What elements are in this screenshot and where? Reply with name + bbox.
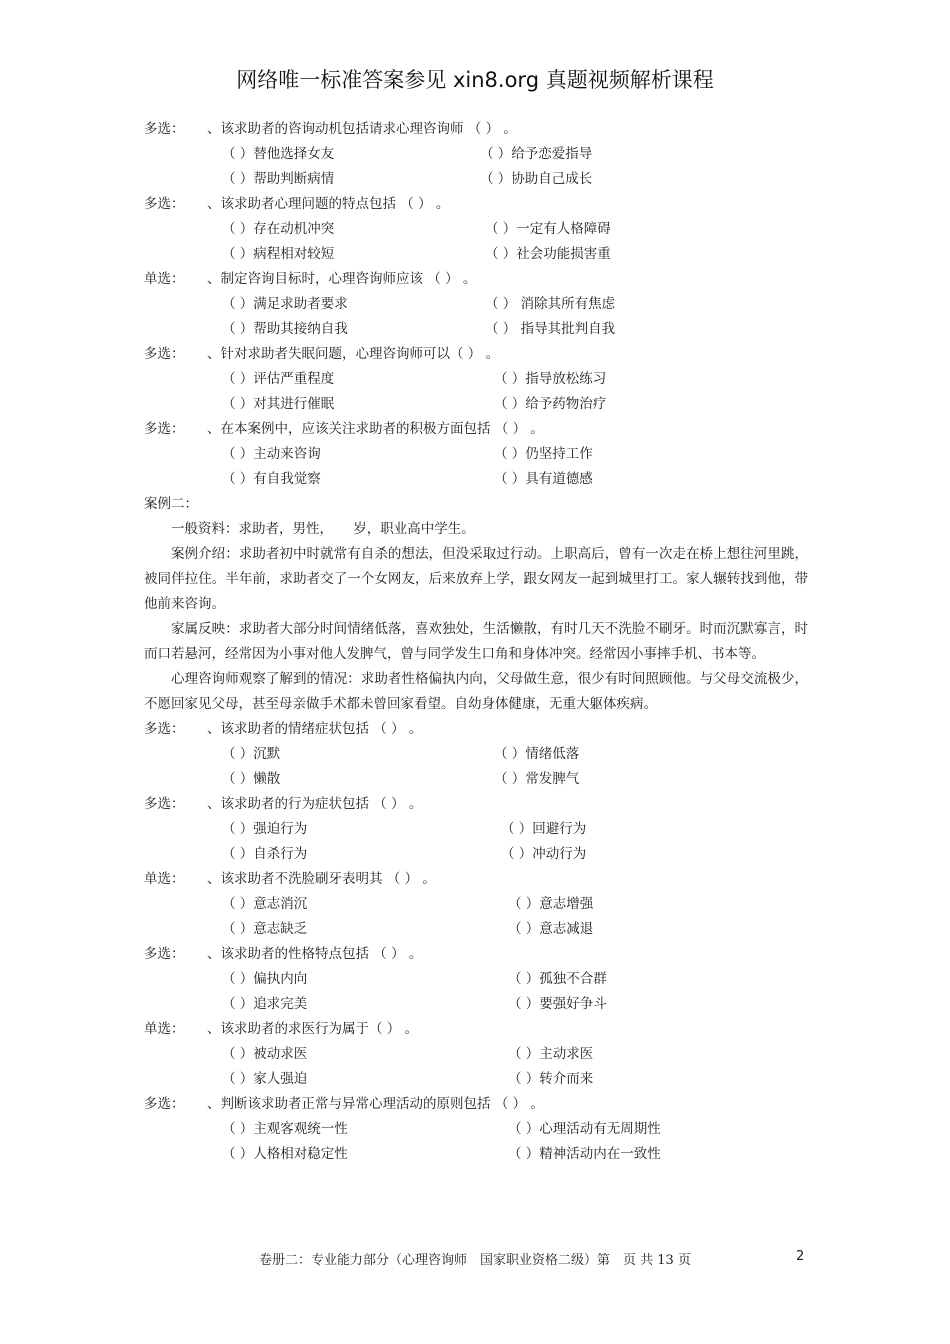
option-row bbox=[144, 367, 808, 392]
option-b: （ ）指导放松练习 bbox=[494, 371, 607, 387]
option-d: （ ）冲动行为 bbox=[501, 846, 587, 862]
question-type: 多选： bbox=[144, 796, 185, 812]
question bbox=[144, 417, 808, 442]
option-b: （ ）意志增强 bbox=[508, 896, 594, 912]
option-c: （ ）自杀行为 bbox=[222, 846, 308, 862]
option-b: （ ） 消除其所有焦虑 bbox=[485, 296, 616, 312]
question-type: 多选： bbox=[144, 421, 185, 437]
option-row bbox=[144, 842, 808, 867]
option-a: （ ）沉默 bbox=[222, 746, 281, 762]
option-a: （ ）替他选择女友 bbox=[222, 146, 335, 162]
option-d: （ ）具有道德感 bbox=[494, 471, 593, 487]
question-type: 多选： bbox=[144, 121, 185, 137]
option-row bbox=[144, 1042, 808, 1067]
option-row bbox=[144, 217, 808, 242]
question-stem: 、针对求助者失眠问题，心理咨询师可以（ ） 。 bbox=[207, 346, 500, 362]
question-type: 多选： bbox=[144, 1096, 185, 1112]
option-c: （ ）帮助判断病情 bbox=[222, 171, 335, 187]
option-row bbox=[144, 442, 808, 467]
question-stem: 、该求助者的求医行为属于（ ） 。 bbox=[207, 1021, 419, 1037]
option-row bbox=[144, 992, 808, 1017]
option-d: （ ）精神活动内在一致性 bbox=[508, 1146, 661, 1162]
option-c: （ ）家人强迫 bbox=[222, 1071, 308, 1087]
question-stem: 、该求助者的情绪症状包括 （ ） 。 bbox=[207, 721, 423, 737]
option-c: （ ）帮助其接纳自我 bbox=[222, 321, 348, 337]
option-row bbox=[144, 817, 808, 842]
page-footer: 卷册二：专业能力部分（心理咨询师 国家职业资格二级）第 页 共 13 页 bbox=[259, 1253, 691, 1268]
question-type: 单选： bbox=[144, 1021, 185, 1037]
page-header-title: 网络唯一标准答案参见 xin8.org 真题视频解析课程 bbox=[236, 68, 714, 92]
option-row bbox=[144, 917, 808, 942]
option-c: （ ）懒散 bbox=[222, 771, 281, 787]
option-d: （ ）常发脾气 bbox=[494, 771, 580, 787]
case-paragraph: 一般资料：求助者，男性， 岁，职业高中学生。 bbox=[171, 521, 475, 537]
option-b: （ ）一定有人格障碍 bbox=[485, 221, 611, 237]
option-d: （ ）协助自己成长 bbox=[480, 171, 593, 187]
option-row bbox=[144, 1067, 808, 1092]
option-c: （ ）人格相对稳定性 bbox=[222, 1146, 348, 1162]
option-row bbox=[144, 167, 808, 192]
option-row bbox=[144, 767, 808, 792]
question-stem: 、在本案例中，应该关注求助者的积极方面包括 （ ） 。 bbox=[207, 421, 544, 437]
case-title: 案例二： bbox=[144, 496, 198, 512]
option-a: （ ）被动求医 bbox=[222, 1046, 308, 1062]
page-number: 2 bbox=[796, 1249, 805, 1264]
question-stem: 、制定咨询目标时，心理咨询师应该 （ ） 。 bbox=[207, 271, 477, 287]
question bbox=[144, 1017, 808, 1042]
document-content bbox=[144, 117, 808, 1167]
option-row bbox=[144, 1142, 808, 1167]
option-a: （ ）偏执内向 bbox=[222, 971, 308, 987]
option-row bbox=[144, 742, 808, 767]
option-c: （ ）有自我觉察 bbox=[222, 471, 321, 487]
question-type: 多选： bbox=[144, 721, 185, 737]
case-paragraph: 家属反映：求助者大部分时间情绪低落，喜欢独处，生活懒散，有时几天不洗脸不刷牙。时而沉默寡言，时而口若悬河，经常因为小事对他人发脾气，曾与同学发生口角和身体冲突。经常因小事摔手机、书本等。 bbox=[144, 621, 808, 662]
option-row bbox=[144, 317, 808, 342]
option-row bbox=[144, 892, 808, 917]
option-d: （ ）要强好争斗 bbox=[508, 996, 607, 1012]
question-type: 多选： bbox=[144, 346, 185, 362]
option-d: （ ）社会功能损害重 bbox=[485, 246, 611, 262]
option-row bbox=[144, 142, 808, 167]
question bbox=[144, 717, 808, 742]
option-c: （ ）追求完美 bbox=[222, 996, 308, 1012]
question-stem: 、该求助者的性格特点包括 （ ） 。 bbox=[207, 946, 423, 962]
question bbox=[144, 117, 808, 142]
option-d: （ ）转介而来 bbox=[508, 1071, 594, 1087]
question-stem: 、判断该求助者正常与异常心理活动的原则包括 （ ） 。 bbox=[207, 1096, 544, 1112]
question-type: 单选： bbox=[144, 871, 185, 887]
option-c: （ ）对其进行催眠 bbox=[222, 396, 335, 412]
option-a: （ ）主观客观统一性 bbox=[222, 1121, 348, 1137]
option-row bbox=[144, 467, 808, 492]
option-a: （ ）强迫行为 bbox=[222, 821, 308, 837]
option-c: （ ）意志缺乏 bbox=[222, 921, 308, 937]
option-a: （ ）意志消沉 bbox=[222, 896, 308, 912]
case-paragraph: 案例介绍：求助者初中时就常有自杀的想法，但没采取过行动。上职高后，曾有一次走在桥上想往河里跳，被同伴拉住。半年前，求助者交了一个女网友，后来放弃上学，跟女网友一起到城里打工。家人辗转找到他，带他前来咨询。 bbox=[144, 546, 808, 612]
option-row bbox=[144, 392, 808, 417]
option-b: （ ）心理活动有无周期性 bbox=[508, 1121, 661, 1137]
question bbox=[144, 267, 808, 292]
option-c: （ ）病程相对较短 bbox=[222, 246, 335, 262]
option-b: （ ）孤独不合群 bbox=[508, 971, 607, 987]
option-a: （ ）存在动机冲突 bbox=[222, 221, 335, 237]
question bbox=[144, 342, 808, 367]
question-stem: 、该求助者心理问题的特点包括 （ ） 。 bbox=[207, 196, 450, 212]
option-d: （ ）意志减退 bbox=[508, 921, 594, 937]
question-stem: 、该求助者的行为症状包括 （ ） 。 bbox=[207, 796, 423, 812]
option-a: （ ）满足求助者要求 bbox=[222, 296, 348, 312]
option-b: （ ）回避行为 bbox=[501, 821, 587, 837]
question-type: 多选： bbox=[144, 196, 185, 212]
option-row bbox=[144, 967, 808, 992]
option-d: （ ）给予药物治疗 bbox=[494, 396, 607, 412]
option-b: （ ）仍坚持工作 bbox=[494, 446, 593, 462]
question-stem: 、该求助者的咨询动机包括请求心理咨询师 （ ） 。 bbox=[207, 121, 517, 137]
question-stem: 、该求助者不洗脸刷牙表明其 （ ） 。 bbox=[207, 871, 436, 887]
option-row bbox=[144, 1117, 808, 1142]
option-b: （ ）主动求医 bbox=[508, 1046, 594, 1062]
question bbox=[144, 942, 808, 967]
question bbox=[144, 867, 808, 892]
option-row bbox=[144, 292, 808, 317]
question bbox=[144, 792, 808, 817]
question-type: 多选： bbox=[144, 946, 185, 962]
option-a: （ ）评估严重程度 bbox=[222, 371, 335, 387]
case-paragraph: 心理咨询师观察了解到的情况：求助者性格偏执内向，父母做生意，很少有时间照顾他。与父母交流极少，不愿回家见父母，甚至母亲做手术都未曾回家看望。自幼身体健康，无重大躯体疾病。 bbox=[144, 671, 808, 712]
option-d: （ ） 指导其批判自我 bbox=[485, 321, 616, 337]
question bbox=[144, 192, 808, 217]
option-b: （ ）情绪低落 bbox=[494, 746, 580, 762]
question-type: 单选： bbox=[144, 271, 185, 287]
option-b: （ ）给予恋爱指导 bbox=[480, 146, 593, 162]
question bbox=[144, 1092, 808, 1117]
option-a: （ ）主动来咨询 bbox=[222, 446, 321, 462]
option-row bbox=[144, 242, 808, 267]
